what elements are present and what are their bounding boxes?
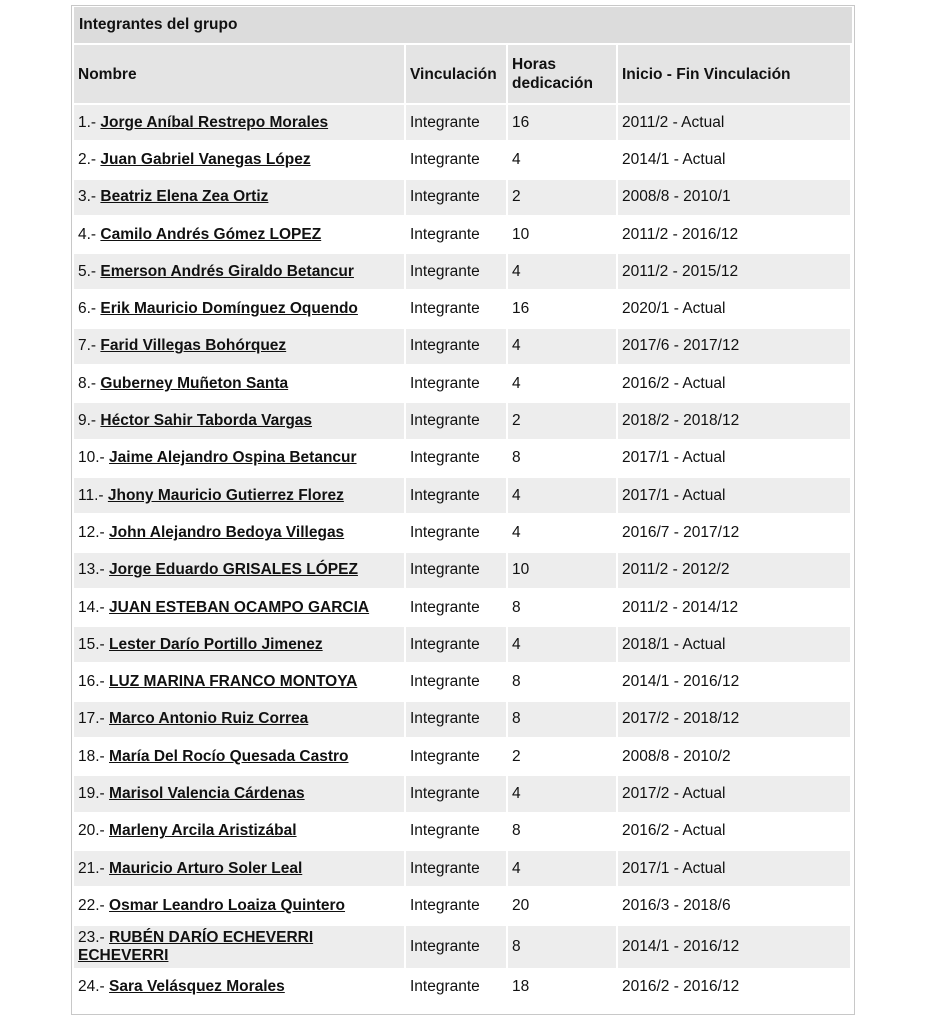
column-header-name: Nombre — [74, 45, 404, 103]
member-name-cell — [74, 403, 404, 438]
table-row — [74, 739, 850, 774]
member-period: 2018/2 - 2018/12 — [618, 403, 850, 438]
member-name-link[interactable]: John Alejandro Bedoya Villegas — [109, 523, 345, 541]
member-period: 2014/1 - 2016/12 — [618, 926, 850, 968]
member-hours: 4 — [508, 515, 616, 550]
member-period: 2011/2 - 2015/12 — [618, 254, 850, 289]
table-row — [74, 329, 850, 364]
member-name-link[interactable]: Mauricio Arturo Soler Leal — [109, 859, 303, 877]
member-role: Integrante — [406, 478, 506, 513]
member-index: 19.- — [78, 784, 105, 802]
member-name-cell — [74, 291, 404, 326]
member-name-cell — [74, 217, 404, 252]
member-role: Integrante — [406, 441, 506, 476]
table-row — [74, 926, 850, 968]
table-row — [74, 851, 850, 886]
member-role: Integrante — [406, 366, 506, 401]
member-hours: 10 — [508, 553, 616, 588]
member-role: Integrante — [406, 739, 506, 774]
member-role: Integrante — [406, 627, 506, 662]
member-name-link[interactable]: Jaime Alejandro Ospina Betancur — [109, 449, 357, 467]
member-period: 2016/2 - Actual — [618, 814, 850, 849]
member-name-cell — [74, 970, 404, 1005]
member-name-link[interactable]: Marleny Arcila Aristizábal — [109, 822, 297, 840]
member-name-cell — [74, 739, 404, 774]
member-period: 2008/8 - 2010/2 — [618, 739, 850, 774]
member-period: 2018/1 - Actual — [618, 627, 850, 662]
member-name-link[interactable]: Beatriz Elena Zea Ortiz — [100, 188, 269, 206]
member-name-link[interactable]: Erik Mauricio Domínguez Oquendo — [100, 300, 358, 318]
member-period: 2017/1 - Actual — [618, 851, 850, 886]
member-hours: 8 — [508, 590, 616, 625]
member-role: Integrante — [406, 590, 506, 625]
member-name-link[interactable]: Juan Gabriel Vanegas López — [100, 150, 311, 168]
table-row — [74, 664, 850, 699]
member-period: 2011/2 - 2012/2 — [618, 553, 850, 588]
member-name-cell — [74, 702, 404, 737]
member-hours: 4 — [508, 776, 616, 811]
member-index: 22.- — [78, 896, 105, 914]
member-index: 21.- — [78, 859, 105, 877]
member-index: 4.- — [78, 225, 97, 243]
member-name-cell — [74, 851, 404, 886]
member-role: Integrante — [406, 105, 506, 140]
member-hours: 4 — [508, 142, 616, 177]
column-header-hours: Horas dedicación — [508, 45, 616, 103]
member-hours: 8 — [508, 664, 616, 699]
member-hours: 8 — [508, 441, 616, 476]
member-index: 16.- — [78, 673, 105, 691]
member-role: Integrante — [406, 970, 506, 1005]
member-name-link[interactable]: Osmar Leandro Loaiza Quintero — [109, 896, 346, 914]
member-name-cell — [74, 142, 404, 177]
table-row — [74, 142, 850, 177]
table-row — [74, 254, 850, 289]
member-role: Integrante — [406, 664, 506, 699]
member-name-cell — [74, 180, 404, 215]
member-index: 5.- — [78, 262, 97, 280]
member-period: 2011/2 - 2014/12 — [618, 590, 850, 625]
member-hours: 2 — [508, 739, 616, 774]
column-header-period: Inicio - Fin Vinculación — [618, 45, 850, 103]
member-index: 10.- — [78, 449, 105, 467]
member-name-link[interactable]: Sara Velásquez Morales — [109, 978, 285, 996]
member-name-cell — [74, 814, 404, 849]
table-row — [74, 180, 850, 215]
member-name-link[interactable]: Marisol Valencia Cárdenas — [109, 784, 305, 802]
member-name-link[interactable]: LUZ MARINA FRANCO MONTOYA — [109, 673, 358, 691]
member-name-cell — [74, 590, 404, 625]
members-table — [72, 43, 852, 1007]
member-period: 2017/6 - 2017/12 — [618, 329, 850, 364]
table-header-row — [74, 45, 850, 103]
member-hours: 20 — [508, 888, 616, 923]
member-role: Integrante — [406, 254, 506, 289]
member-period: 2020/1 - Actual — [618, 291, 850, 326]
member-role: Integrante — [406, 553, 506, 588]
member-name-cell — [74, 478, 404, 513]
table-row — [74, 627, 850, 662]
member-name-cell — [74, 776, 404, 811]
member-hours: 18 — [508, 970, 616, 1005]
member-hours: 4 — [508, 478, 616, 513]
table-row — [74, 888, 850, 923]
member-name-link[interactable]: María Del Rocío Quesada Castro — [109, 747, 349, 765]
member-name-cell — [74, 926, 404, 968]
member-name-cell — [74, 664, 404, 699]
member-role: Integrante — [406, 851, 506, 886]
member-role: Integrante — [406, 217, 506, 252]
member-role: Integrante — [406, 814, 506, 849]
member-hours: 16 — [508, 291, 616, 326]
member-period: 2017/1 - Actual — [618, 478, 850, 513]
table-row — [74, 590, 850, 625]
member-period: 2011/2 - Actual — [618, 105, 850, 140]
table-row — [74, 702, 850, 737]
member-role: Integrante — [406, 180, 506, 215]
member-name-cell — [74, 366, 404, 401]
member-name-link[interactable]: Guberney Muñeton Santa — [100, 374, 289, 392]
member-hours: 8 — [508, 814, 616, 849]
member-period: 2011/2 - 2016/12 — [618, 217, 850, 252]
member-name-link[interactable]: Lester Darío Portillo Jimenez — [109, 635, 323, 653]
member-hours: 4 — [508, 254, 616, 289]
table-row — [74, 970, 850, 1005]
member-period: 2014/1 - Actual — [618, 142, 850, 177]
member-period: 2017/1 - Actual — [618, 441, 850, 476]
table-row — [74, 105, 850, 140]
table-row — [74, 814, 850, 849]
member-hours: 4 — [508, 329, 616, 364]
member-index: 11.- — [78, 486, 104, 504]
member-name-cell — [74, 515, 404, 550]
member-index: 12.- — [78, 523, 105, 541]
member-hours: 4 — [508, 627, 616, 662]
member-index: 1.- — [78, 113, 97, 131]
table-row — [74, 776, 850, 811]
member-index: 6.- — [78, 300, 97, 318]
table-row — [74, 403, 850, 438]
member-index: 3.- — [78, 188, 97, 206]
member-role: Integrante — [406, 888, 506, 923]
member-role: Integrante — [406, 403, 506, 438]
member-period: 2008/8 - 2010/1 — [618, 180, 850, 215]
table-row — [74, 291, 850, 326]
table-row — [74, 515, 850, 550]
member-hours: 2 — [508, 403, 616, 438]
member-index: 8.- — [78, 374, 97, 392]
member-hours: 10 — [508, 217, 616, 252]
section-title: Integrantes del grupo — [74, 7, 852, 43]
member-hours: 4 — [508, 366, 616, 401]
member-period: 2017/2 - 2018/12 — [618, 702, 850, 737]
member-index: 13.- — [78, 561, 105, 579]
member-role: Integrante — [406, 776, 506, 811]
member-index: 7.- — [78, 337, 97, 355]
member-name-link[interactable]: Jorge Eduardo GRISALES LÓPEZ — [109, 561, 358, 579]
member-period: 2016/2 - Actual — [618, 366, 850, 401]
member-period: 2017/2 - Actual — [618, 776, 850, 811]
member-hours: 4 — [508, 851, 616, 886]
member-index: 15.- — [78, 635, 105, 653]
member-period: 2014/1 - 2016/12 — [618, 664, 850, 699]
member-role: Integrante — [406, 291, 506, 326]
member-role: Integrante — [406, 142, 506, 177]
member-index: 23.- — [78, 928, 105, 946]
member-name-link[interactable]: Marco Antonio Ruiz Correa — [109, 710, 309, 728]
member-index: 18.- — [78, 747, 105, 765]
member-index: 2.- — [78, 150, 97, 168]
member-name-link[interactable]: Jorge Aníbal Restrepo Morales — [100, 113, 329, 131]
table-row — [74, 441, 850, 476]
member-index: 9.- — [78, 412, 97, 430]
member-name-link[interactable]: Jhony Mauricio Gutierrez Florez — [107, 486, 344, 504]
member-role: Integrante — [406, 329, 506, 364]
column-header-link-type: Vinculación — [406, 45, 506, 103]
table-row — [74, 366, 850, 401]
members-panel — [71, 5, 855, 1015]
member-name-cell — [74, 254, 404, 289]
member-hours: 2 — [508, 180, 616, 215]
member-name-cell — [74, 627, 404, 662]
member-name-cell — [74, 329, 404, 364]
member-index: 14.- — [78, 598, 105, 616]
member-period: 2016/7 - 2017/12 — [618, 515, 850, 550]
member-name-cell — [74, 553, 404, 588]
member-name-link[interactable]: Emerson Andrés Giraldo Betancur — [100, 262, 354, 280]
member-period: 2016/2 - 2016/12 — [618, 970, 850, 1005]
member-period: 2016/3 - 2018/6 — [618, 888, 850, 923]
member-role: Integrante — [406, 515, 506, 550]
member-name-cell — [74, 441, 404, 476]
members-table-body — [74, 105, 850, 1005]
member-role: Integrante — [406, 926, 506, 968]
member-name-cell — [74, 888, 404, 923]
member-index: 24.- — [78, 978, 105, 996]
table-row — [74, 553, 850, 588]
member-name-link[interactable]: Farid Villegas Bohórquez — [100, 337, 287, 355]
member-name-link[interactable]: JUAN ESTEBAN OCAMPO GARCIA — [109, 598, 370, 616]
member-name-link[interactable]: Camilo Andrés Gómez LOPEZ — [100, 225, 322, 243]
member-name-cell — [74, 105, 404, 140]
table-row — [74, 478, 850, 513]
member-name-link[interactable]: RUBÉN DARÍO ECHEVERRI ECHEVERRI — [78, 928, 314, 964]
table-row — [74, 217, 850, 252]
member-hours: 8 — [508, 926, 616, 968]
member-name-link[interactable]: Héctor Sahir Taborda Vargas — [100, 412, 313, 430]
member-hours: 8 — [508, 702, 616, 737]
member-role: Integrante — [406, 702, 506, 737]
member-hours: 16 — [508, 105, 616, 140]
member-index: 17.- — [78, 710, 105, 728]
member-index: 20.- — [78, 822, 105, 840]
